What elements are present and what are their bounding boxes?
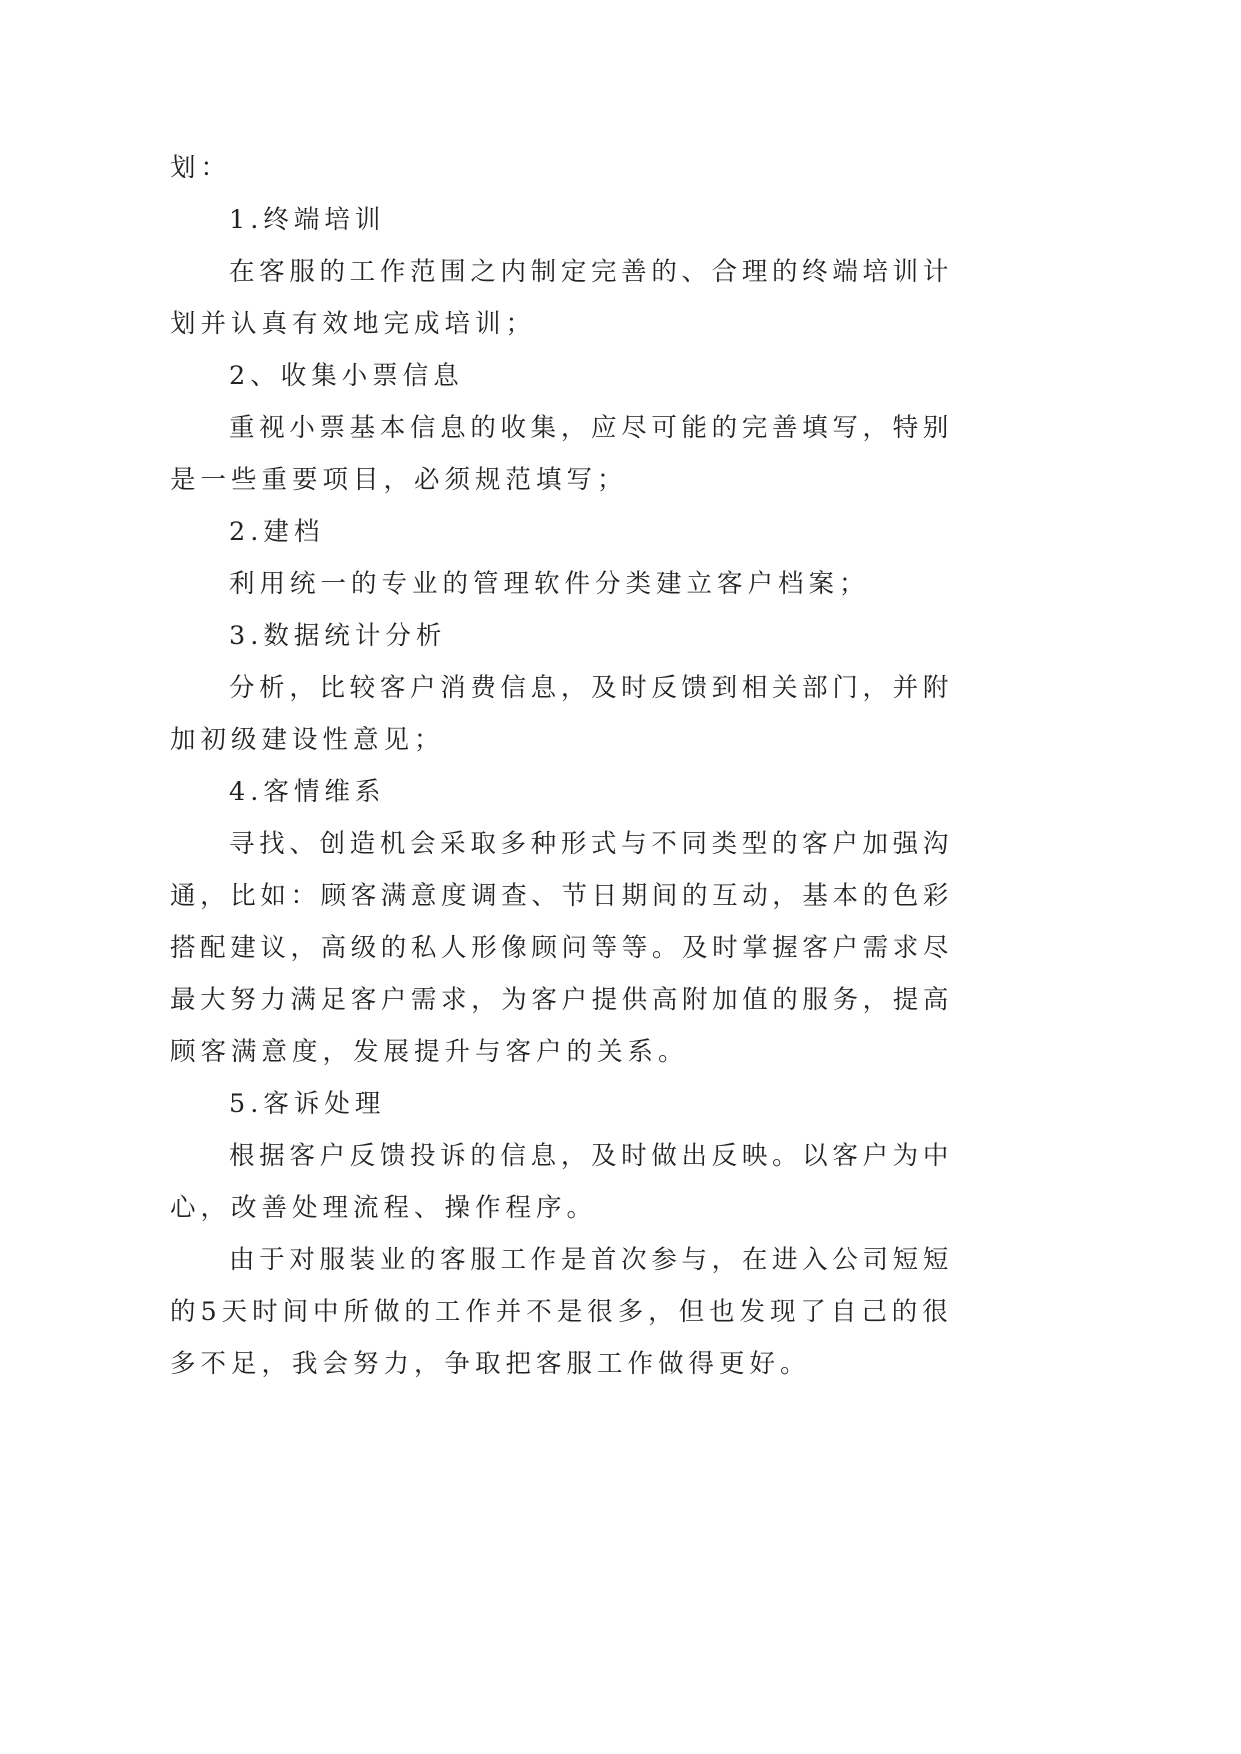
text-line: 多不足，我会努力，争取把客服工作做得更好。 [170, 1349, 811, 1379]
text-line: 寻找、创造机会采取多种形式与不同类型的客户加强沟 [229, 829, 954, 859]
text-line: 分析，比较客户消费信息，及时反馈到相关部门，并附 [229, 673, 954, 703]
text-line: 利用统一的专业的管理软件分类建立客户档案； [229, 569, 870, 599]
section-heading: 2.建档 [229, 517, 325, 547]
text-line: 在客服的工作范围之内制定完善的、合理的终端培训计 [229, 257, 954, 287]
text-line: 心，改善处理流程、操作程序。 [170, 1193, 598, 1223]
text-line: 顾客满意度，发展提升与客户的关系。 [170, 1037, 689, 1067]
section-heading: 4.客情维系 [229, 777, 386, 807]
text-line: 最大努力满足客户需求，为客户提供高附加值的服务，提高 [170, 985, 954, 1015]
text-line: 是一些重要项目，必须规范填写； [170, 465, 628, 495]
text-line: 划： [170, 153, 232, 183]
text-line: 由于对服装业的客服工作是首次参与，在进入公司短短 [229, 1245, 954, 1275]
text-line: 搭配建议，高级的私人形像顾问等等。及时掌握客户需求尽 [170, 933, 954, 963]
text-line: 的5天时间中所做的工作并不是很多，但也发现了自己的很 [170, 1297, 953, 1327]
text-line: 加初级建设性意见； [170, 725, 445, 755]
section-heading: 3.数据统计分析 [229, 621, 447, 651]
text-line: 通，比如：顾客满意度调查、节日期间的互动，基本的色彩 [170, 881, 954, 911]
text-line: 根据客户反馈投诉的信息，及时做出反映。以客户为中 [229, 1141, 954, 1171]
section-heading: 2、收集小票信息 [229, 361, 464, 391]
section-heading: 5.客诉处理 [229, 1089, 386, 1119]
text-line: 划并认真有效地完成培训； [170, 309, 537, 339]
section-heading: 1.终端培训 [229, 205, 386, 235]
text-line: 重视小票基本信息的收集，应尽可能的完善填写，特别 [229, 413, 954, 443]
